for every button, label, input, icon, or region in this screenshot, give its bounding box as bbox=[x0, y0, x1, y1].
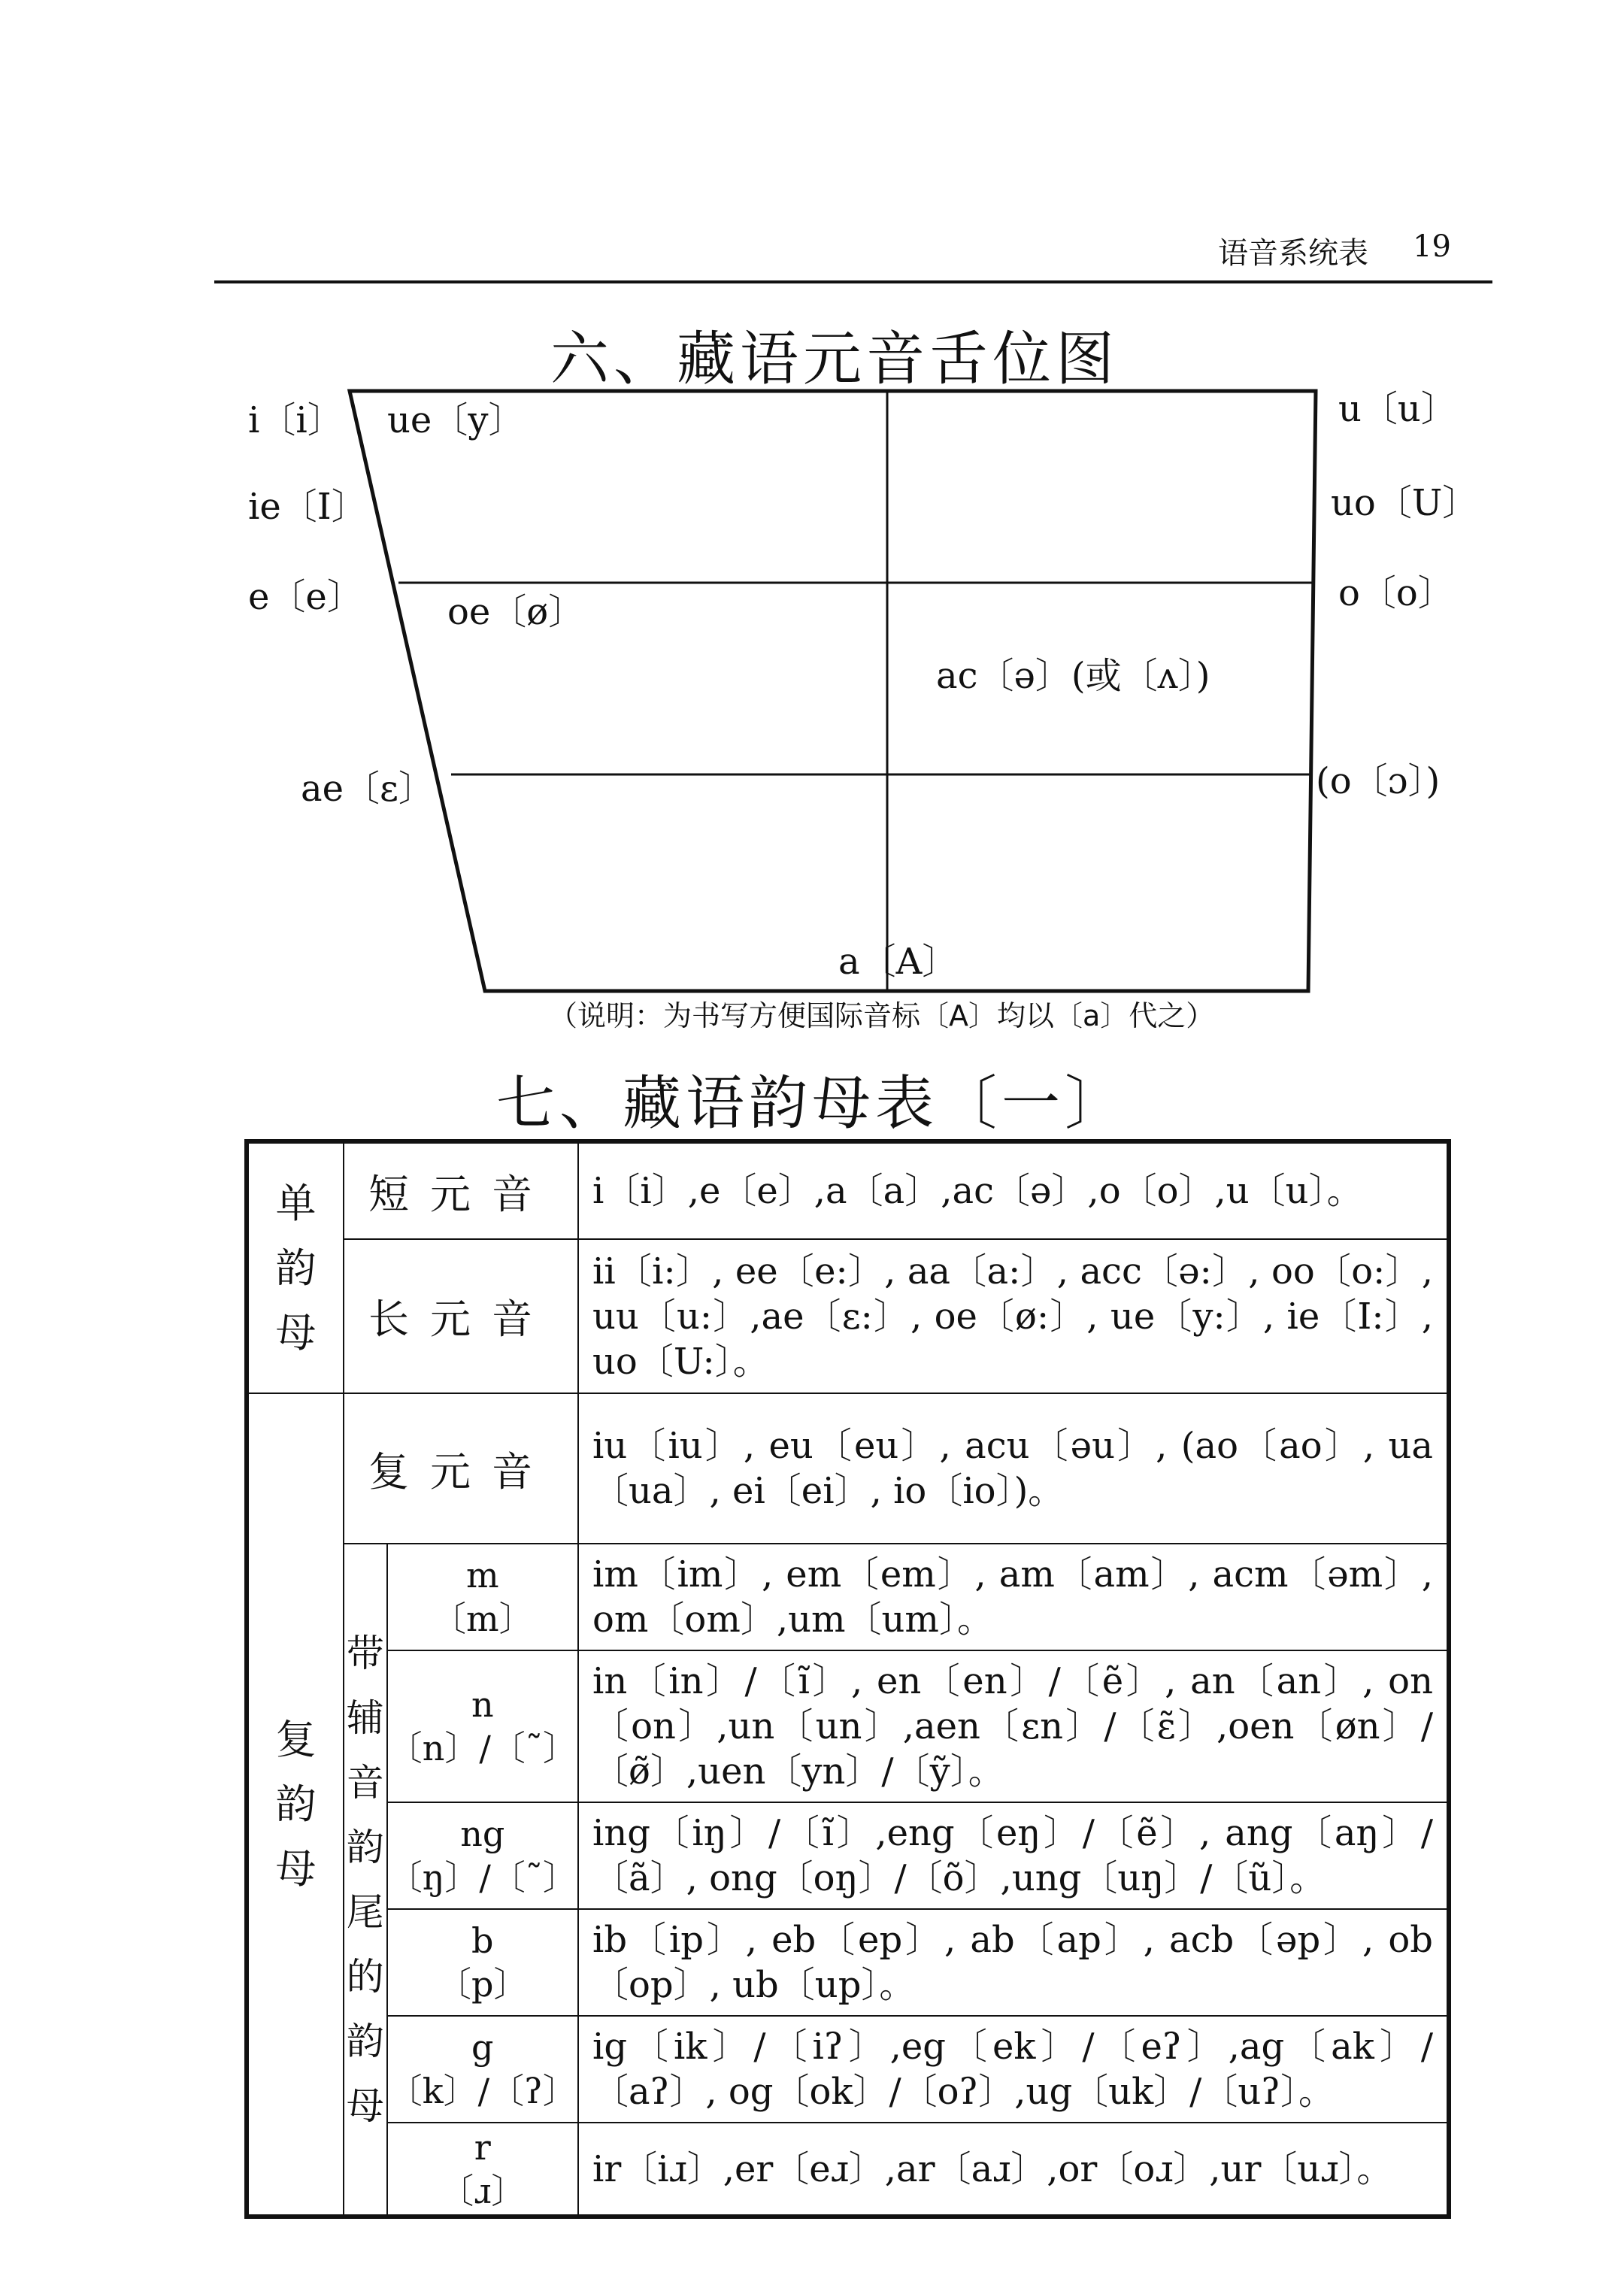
coda-ipa: 〔ɹ〕 bbox=[439, 2170, 526, 2211]
label-ue: ue〔y〕 bbox=[387, 399, 525, 441]
row-label: 复元音 bbox=[344, 1393, 578, 1544]
coda-ipa: 〔ŋ〕/〔˜〕 bbox=[387, 1857, 577, 1898]
coda-cell bbox=[387, 1802, 578, 1909]
coda-letter: n bbox=[471, 1684, 494, 1725]
table-row bbox=[247, 1393, 1449, 1544]
row-label: 长元音 bbox=[344, 1239, 578, 1393]
row-values: iu〔iu〕, eu〔eu〕, acu〔əu〕, (ao〔ao〕, ua〔ua〕, ei〔ei〕, io〔io〕)。 bbox=[578, 1393, 1449, 1544]
running-title: 语音系统表 bbox=[1218, 236, 1368, 271]
coda-values: ing〔iŋ〕/〔ĩ〕,eng〔eŋ〕/〔ẽ〕, ang〔aŋ〕/〔ã〕, ong〔oŋ〕/〔õ〕,ung〔uŋ〕/〔ũ〕。 bbox=[578, 1802, 1449, 1909]
section7-title: 七、藏语韵母表〔一〕 bbox=[495, 1070, 1128, 1138]
category-simple-label: 单 韵 母 bbox=[275, 1179, 317, 1356]
label-o: o〔o〕 bbox=[1338, 572, 1454, 614]
label-ae: ae〔ε〕 bbox=[301, 768, 435, 810]
table-row bbox=[247, 1802, 1449, 1909]
row-values: ii〔i:〕, ee〔e:〕, aa〔a:〕, acc〔ə:〕, oo〔o:〕, uu〔u:〕,ae〔ε:〕, oe〔ø:〕, ue〔y:〕, ie〔I:〕, uo〔U:〕。 bbox=[578, 1239, 1449, 1393]
coda-cell bbox=[387, 2016, 578, 2123]
coda-ipa: 〔m〕 bbox=[431, 1599, 534, 1639]
label-oe: oe〔ø〕 bbox=[447, 591, 585, 633]
label-open-o: (o〔ɔ〕) bbox=[1316, 760, 1441, 802]
coda-letter: m bbox=[465, 1555, 499, 1596]
coda-cell bbox=[387, 2123, 578, 2217]
finals-table bbox=[244, 1139, 1451, 2219]
table-row bbox=[247, 1239, 1449, 1393]
coda-values: ib〔ip〕, eb〔ep〕, ab〔ap〕, acb〔əp〕, ob〔op〕, ub〔up〕。 bbox=[578, 1909, 1449, 2016]
label-ac: ac〔ə〕(或〔ʌ〕) bbox=[936, 655, 1210, 697]
table-row bbox=[247, 1650, 1449, 1802]
coda-ipa: 〔k〕/〔ʔ〕 bbox=[387, 2071, 577, 2111]
coda-values: ig〔ik〕/〔iʔ〕,eg〔ek〕/〔eʔ〕,ag〔ak〕/〔aʔ〕, og〔ok〕/〔oʔ〕,ug〔uk〕/〔uʔ〕。 bbox=[578, 2016, 1449, 2123]
coda-letter: ng bbox=[460, 1814, 505, 1854]
row-values: i〔i〕,e〔e〕,a〔a〕,ac〔ə〕,o〔o〕,u〔u〕。 bbox=[578, 1141, 1449, 1239]
category-compound bbox=[247, 1393, 344, 2217]
table-row bbox=[247, 1909, 1449, 2016]
coda-ipa: 〔n〕/〔˜〕 bbox=[387, 1728, 577, 1768]
nasal-group-cell bbox=[344, 1544, 387, 2217]
coda-values: im〔im〕, em〔em〕, am〔am〕, acm〔əm〕, om〔om〕,um〔um〕。 bbox=[578, 1544, 1449, 1650]
row-label: 短元音 bbox=[344, 1141, 578, 1239]
page-number: 19 bbox=[1413, 229, 1451, 264]
section6-title: 六、藏语元音舌位图 bbox=[550, 326, 1119, 393]
coda-cell bbox=[387, 1650, 578, 1802]
label-u: u〔u〕 bbox=[1338, 388, 1457, 430]
coda-cell bbox=[387, 1909, 578, 2016]
label-ie: ie〔I〕 bbox=[248, 486, 368, 528]
table-row bbox=[247, 1544, 1449, 1650]
label-e: e〔e〕 bbox=[248, 576, 363, 618]
label-i: i〔i〕 bbox=[248, 399, 344, 441]
table-row bbox=[247, 2016, 1449, 2123]
table-row bbox=[247, 1141, 1449, 1239]
chart-note: （说明：为书写方便国际音标〔A〕均以〔a〕代之） bbox=[549, 999, 1215, 1032]
coda-cell bbox=[387, 1544, 578, 1650]
coda-ipa: 〔p〕 bbox=[437, 1964, 529, 2005]
coda-letter: g bbox=[471, 2027, 494, 2068]
nasal-group-label: 带 辅 音 韵 尾 的 韵 母 bbox=[346, 1631, 384, 2128]
coda-values: in〔in〕/〔ĩ〕, en〔en〕/〔ẽ〕, an〔an〕, on〔on〕,un〔un〕,aen〔εn〕/〔ε̃〕,oen〔øn〕/〔ø̃〕,uen〔yn〕/〔ỹ〕。 bbox=[578, 1650, 1449, 1802]
table-row bbox=[247, 2123, 1449, 2217]
coda-values: ir〔iɹ〕,er〔eɹ〕,ar〔aɹ〕,or〔oɹ〕,ur〔uɹ〕。 bbox=[578, 2123, 1449, 2217]
label-a: a〔A〕 bbox=[838, 941, 959, 983]
coda-letter: r bbox=[474, 2126, 491, 2168]
category-simple bbox=[247, 1141, 344, 1393]
coda-letter: b bbox=[471, 1920, 494, 1961]
category-compound-label: 复 韵 母 bbox=[275, 1715, 317, 1893]
label-uo: uo〔U〕 bbox=[1331, 482, 1479, 524]
